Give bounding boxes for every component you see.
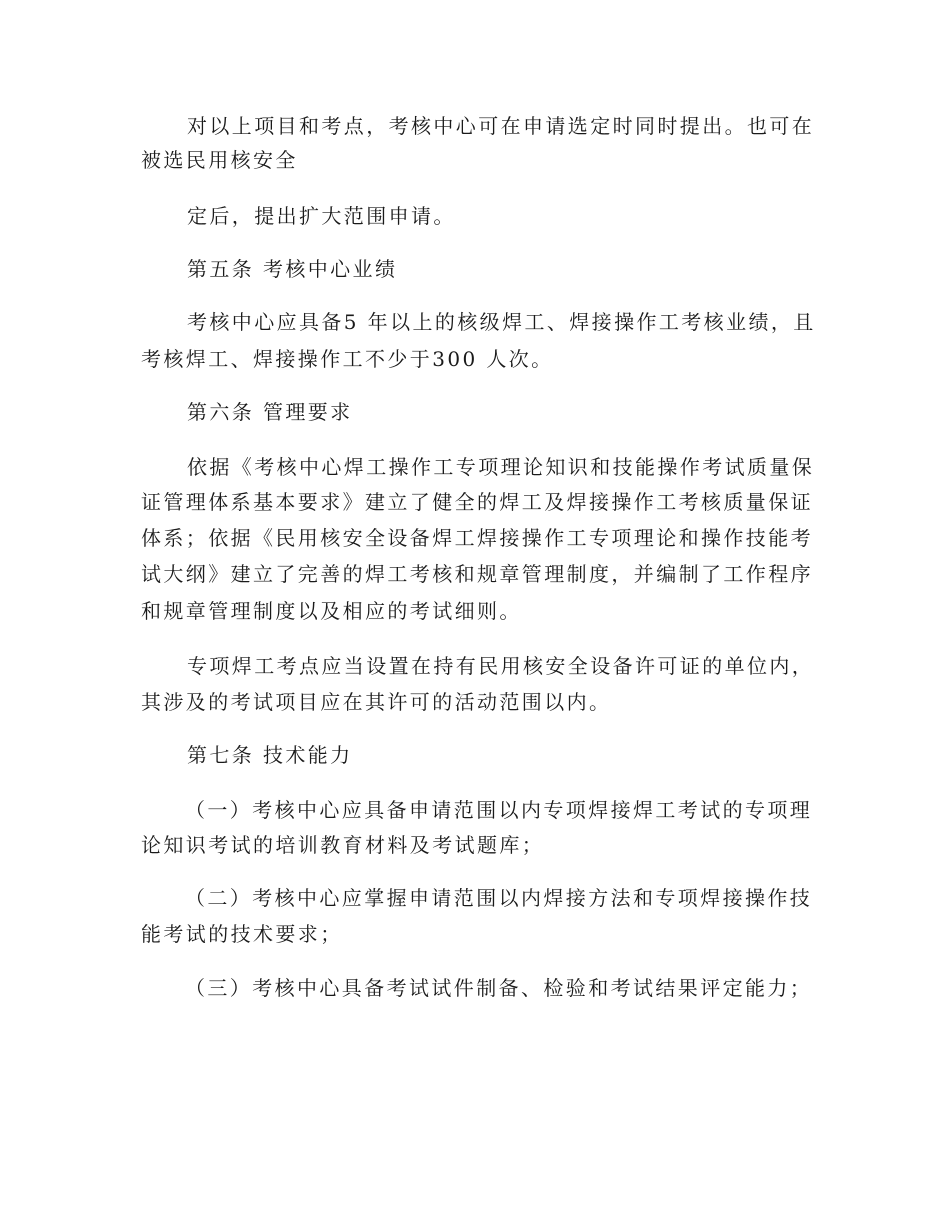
text-line: 专项焊工考点应当设置在持有民用核安全设备许可证的单位内，	[187, 654, 815, 678]
text-line: （一）考核中心应具备申请范围以内专项焊接焊工考试的专项理	[185, 798, 813, 822]
text-line: 体系；依据《民用核安全设备焊工焊接操作工专项理论和操作技能考	[141, 526, 813, 550]
text-line: 被选民用核安全	[141, 148, 298, 172]
text-line: 证管理体系基本要求》建立了健全的焊工及焊接操作工考核质量保证	[141, 490, 813, 514]
text-line: 论知识考试的培训教育材料及考试题库；	[141, 833, 545, 857]
text-line: 能考试的技术要求；	[141, 922, 343, 946]
text-line: 和规章管理制度以及相应的考试细则。	[141, 599, 522, 623]
text-line: （二）考核中心应掌握申请范围以内焊接方法和专项焊接操作技	[185, 886, 813, 910]
section-heading: 第六条 管理要求	[187, 400, 353, 424]
section-heading: 第七条 技术能力	[187, 743, 353, 767]
text-line: （三）考核中心具备考试试件制备、检验和考试结果评定能力；	[185, 976, 813, 1000]
text-line: 其涉及的考试项目应在其许可的活动范围以内。	[141, 690, 612, 714]
text-line: 考核焊工、焊接操作工不少于300 人次。	[141, 347, 554, 371]
text-line: 定后，提出扩大范围申请。	[187, 204, 456, 228]
text-line: 考核中心应具备5 年以上的核级焊工、焊接操作工考核业绩，且	[187, 310, 816, 334]
text-line: 试大纲》建立了完善的焊工考核和规章管理制度，并编制了工作程序	[141, 562, 813, 586]
text-line: 对以上项目和考点，考核中心可在申请选定时同时提出。也可在	[187, 114, 815, 138]
text-line: 依据《考核中心焊工操作工专项理论知识和技能操作考试质量保	[187, 455, 815, 479]
section-heading: 第五条 考核中心业绩	[187, 257, 398, 281]
